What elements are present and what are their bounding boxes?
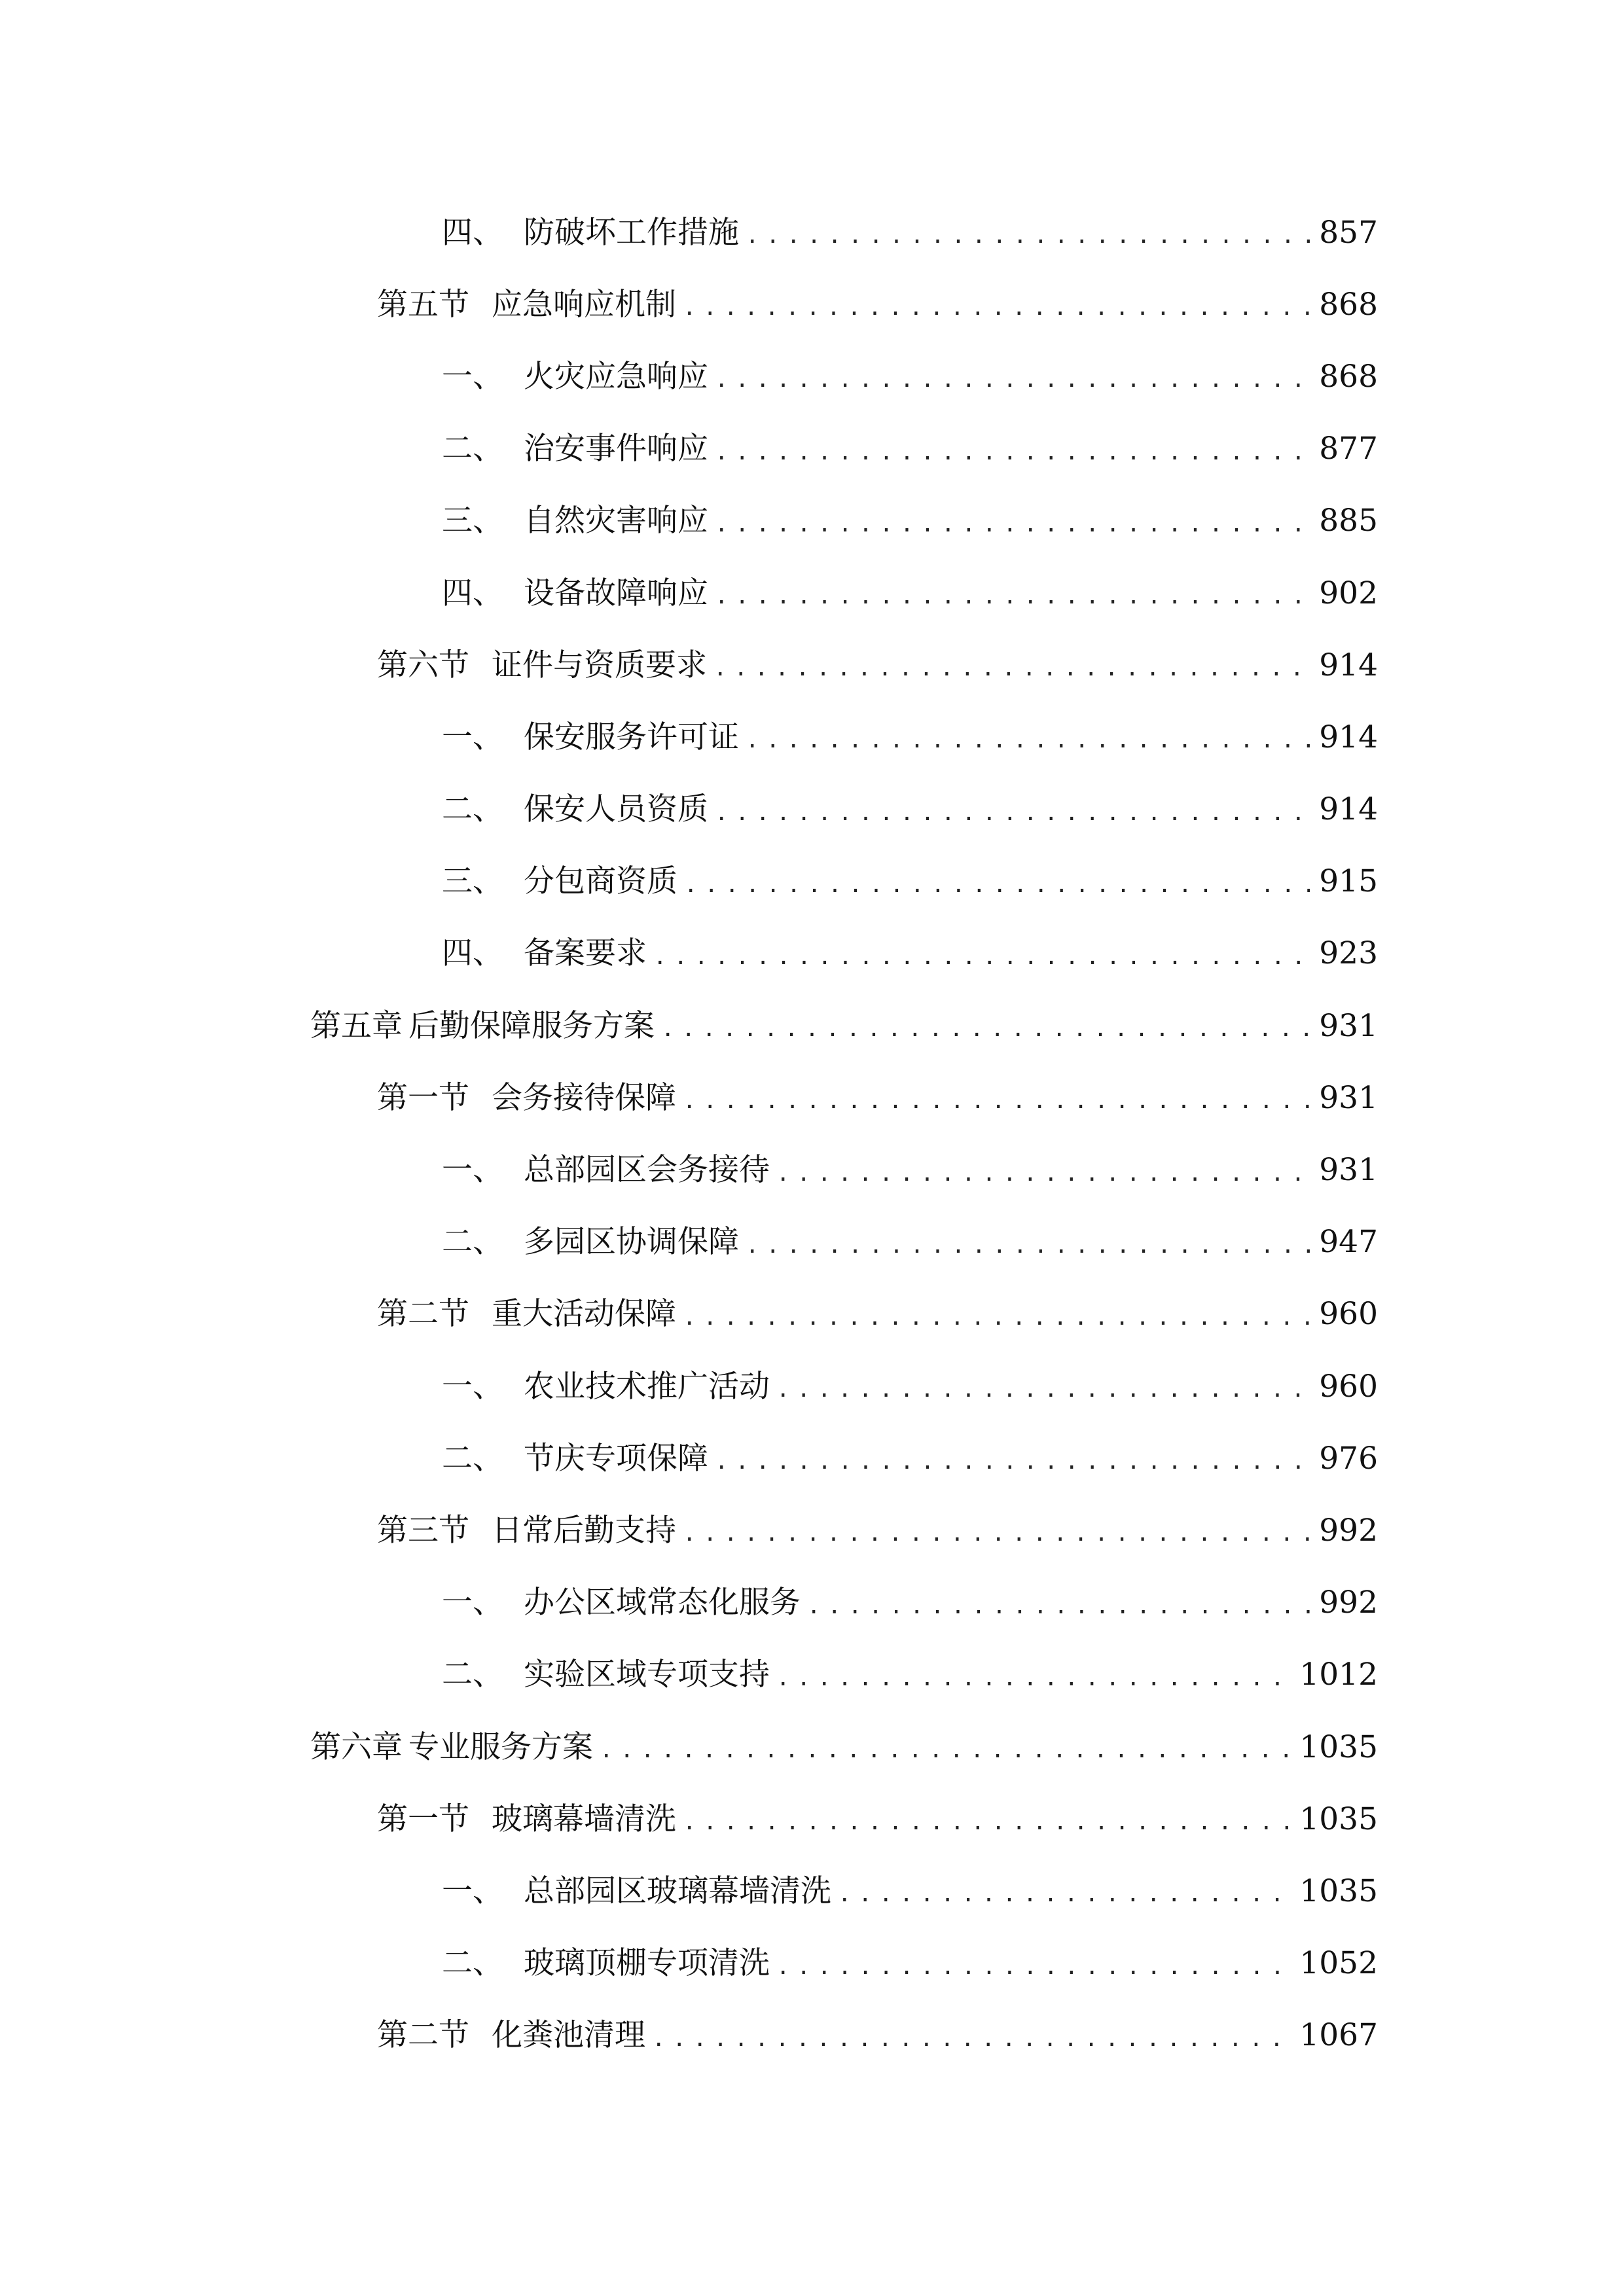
toc-entry-page-number: 1035 [1299,1801,1378,1837]
toc-entry-title: 化粪池清理 [492,2017,645,2054]
toc-entry-title: 会务接待保障 [492,1079,676,1116]
toc-entry-page-number: 915 [1319,863,1378,900]
toc-entry-number: 一、 [442,358,503,395]
toc-dot-leader [684,867,1310,896]
toc-entry-title: 日常后勤支持 [492,1512,676,1549]
toc-entry-title: 防破坏工作措施 [524,214,739,251]
toc-entry-page-number: 931 [1319,1152,1378,1189]
toc-entry-page-number: 902 [1319,575,1378,611]
toc-entry-title: 后勤保障服务方案 [408,1007,655,1044]
toc-entry-number: 一、 [442,719,503,755]
toc-dot-leader [683,290,1310,319]
toc-dot-leader [746,1228,1310,1257]
toc-entry-title: 证件与资质要求 [492,647,707,683]
toc-entry-number: 第五节 [377,286,469,323]
toc-dot-leader [600,1732,1290,1761]
toc-entry-chapter[interactable] [0,990,1624,1062]
toc-entry-item[interactable] [0,196,1624,268]
toc-dot-leader [653,939,1310,968]
toc-dot-leader [715,362,1310,391]
toc-entry-page-number: 992 [1319,1512,1378,1549]
toc-entry-page-number: 923 [1319,935,1378,972]
toc-entry-item[interactable] [0,1206,1624,1278]
toc-entry-title: 保安服务许可证 [524,719,739,755]
toc-entry-title: 重大活动保障 [492,1296,676,1333]
toc-entry-page-number: 1035 [1299,1873,1378,1909]
toc-entry-item[interactable] [0,557,1624,629]
toc-dot-leader [661,1011,1310,1040]
toc-entry-page-number: 885 [1319,503,1378,539]
toc-entry-page-number: 914 [1319,719,1378,755]
toc-entry-number: 一、 [442,1368,503,1405]
toc-entry-title: 分包商资质 [524,863,677,900]
toc-entry-item[interactable] [0,918,1624,990]
toc-entry-item[interactable] [0,1567,1624,1639]
toc-entry-title: 应急响应机制 [492,286,676,323]
toc-entry-page-number: 947 [1319,1224,1378,1261]
toc-entry-number: 第六节 [377,647,469,683]
toc-entry-item[interactable] [0,485,1624,557]
toc-entry-number: 第六章 [310,1729,403,1765]
toc-entry-number: 第一节 [377,1079,469,1116]
toc-entry-title: 农业技术推广活动 [524,1368,770,1405]
toc-entry-number: 第三节 [377,1512,469,1549]
toc-entry-title: 自然灾害响应 [524,503,708,539]
toc-entry-item[interactable] [0,846,1624,918]
table-of-contents [0,196,1624,2072]
toc-entry-title: 保安人员资质 [524,791,708,828]
toc-entry-title: 总部园区会务接待 [524,1152,770,1189]
toc-entry-number: 第五章 [310,1007,403,1044]
toc-entry-item[interactable] [0,1855,1624,1927]
toc-entry-page-number: 914 [1319,791,1378,828]
toc-entry-page-number: 1035 [1299,1729,1378,1765]
toc-dot-leader [713,651,1310,679]
toc-dot-leader [838,1876,1290,1905]
toc-entry-page-number: 1067 [1299,2017,1378,2054]
toc-dot-leader [807,1588,1310,1617]
toc-entry-title: 设备故障响应 [524,575,708,611]
toc-entry-number: 三、 [442,503,503,539]
toc-entry-section[interactable] [0,629,1624,701]
toc-entry-item[interactable] [0,1350,1624,1422]
toc-dot-leader [683,1804,1290,1833]
toc-entry-number: 二、 [442,1224,503,1261]
toc-dot-leader [715,435,1310,463]
toc-entry-number: 第二节 [377,1296,469,1333]
toc-dot-leader [683,1083,1310,1112]
toc-entry-number: 二、 [442,431,503,467]
toc-entry-item[interactable] [0,340,1624,412]
toc-entry-section[interactable] [0,1494,1624,1566]
toc-entry-item[interactable] [0,774,1624,846]
toc-entry-title: 备案要求 [524,935,647,972]
toc-entry-title: 实验区域专项支持 [524,1657,770,1693]
toc-entry-number: 一、 [442,1873,503,1909]
toc-entry-item[interactable] [0,701,1624,773]
toc-entry-item[interactable] [0,1928,1624,2000]
toc-entry-number: 四、 [442,935,503,972]
toc-entry-section[interactable] [0,2000,1624,2072]
toc-dot-leader [776,1372,1310,1401]
toc-entry-title: 多园区协调保障 [524,1224,739,1261]
toc-entry-number: 第一节 [377,1801,469,1837]
toc-entry-number: 四、 [442,214,503,251]
toc-entry-item[interactable] [0,1422,1624,1494]
toc-entry-page-number: 1012 [1299,1657,1378,1693]
toc-entry-title: 总部园区玻璃幕墙清洗 [524,1873,831,1909]
toc-dot-leader [683,1300,1310,1329]
toc-entry-page-number: 868 [1319,286,1378,323]
toc-dot-leader [746,723,1310,751]
toc-entry-title: 专业服务方案 [408,1729,593,1765]
toc-dot-leader [715,795,1310,824]
toc-entry-number: 二、 [442,1945,503,1982]
toc-entry-section[interactable] [0,268,1624,340]
toc-entry-number: 一、 [442,1585,503,1621]
toc-entry-page-number: 976 [1319,1440,1378,1477]
toc-entry-page-number: 914 [1319,647,1378,683]
toc-entry-section[interactable] [0,1783,1624,1855]
toc-entry-page-number: 931 [1319,1007,1378,1044]
toc-entry-page-number: 960 [1319,1296,1378,1333]
toc-dot-leader [683,1516,1310,1545]
toc-entry-title: 节庆专项保障 [524,1440,708,1477]
toc-entry-title: 玻璃顶棚专项清洗 [524,1945,770,1982]
toc-entry-item[interactable] [0,1134,1624,1206]
toc-entry-number: 第二节 [377,2017,469,2054]
toc-entry-title: 办公区域常态化服务 [524,1585,801,1621]
toc-entry-title: 玻璃幕墙清洗 [492,1801,676,1837]
toc-entry-page-number: 960 [1319,1368,1378,1405]
toc-dot-leader [776,1660,1290,1689]
toc-entry-number: 二、 [442,791,503,828]
toc-dot-leader [715,1444,1310,1473]
toc-entry-page-number: 877 [1319,431,1378,467]
toc-entry-section[interactable] [0,1062,1624,1134]
toc-dot-leader [715,507,1310,535]
toc-entry-page-number: 857 [1319,214,1378,251]
toc-entry-number: 二、 [442,1440,503,1477]
toc-entry-title: 火灾应急响应 [524,358,708,395]
toc-entry-chapter[interactable] [0,1711,1624,1783]
toc-dot-leader [776,1949,1290,1978]
toc-entry-title: 治安事件响应 [524,431,708,467]
toc-entry-page-number: 992 [1319,1585,1378,1621]
toc-dot-leader [715,579,1310,607]
toc-dot-leader [652,2021,1290,2050]
toc-entry-page-number: 868 [1319,358,1378,395]
toc-entry-page-number: 931 [1319,1079,1378,1116]
toc-entry-number: 四、 [442,575,503,611]
toc-entry-item[interactable] [0,413,1624,485]
toc-entry-item[interactable] [0,1639,1624,1711]
toc-entry-number: 一、 [442,1152,503,1189]
toc-entry-number: 二、 [442,1657,503,1693]
toc-entry-number: 三、 [442,863,503,900]
toc-entry-section[interactable] [0,1278,1624,1350]
toc-dot-leader [776,1156,1310,1185]
toc-entry-page-number: 1052 [1299,1945,1378,1982]
toc-dot-leader [746,218,1310,247]
